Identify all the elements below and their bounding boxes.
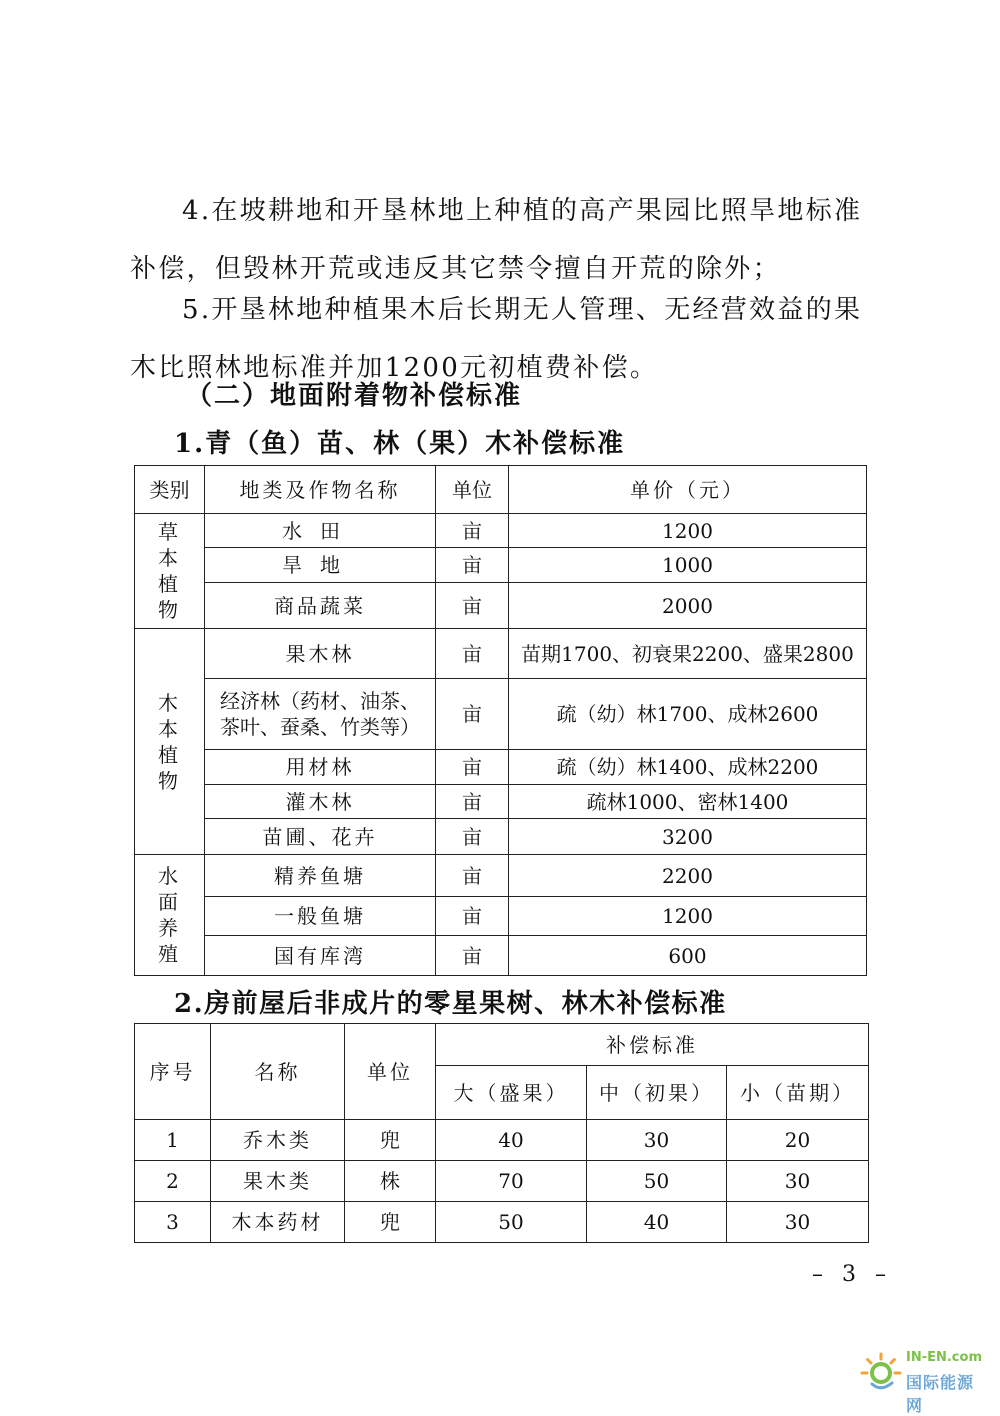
- unit-cell: 亩: [436, 785, 509, 819]
- paragraph-5: 5.开垦林地种植果木后长期无人管理、无经营效益的果木比照林地标准并加1200元初植费补偿。: [130, 295, 863, 383]
- watermark-en: IN-EN.com: [906, 1350, 982, 1365]
- table-row: [135, 819, 867, 855]
- crop-name-cell: 精养鱼塘: [205, 855, 436, 897]
- category-cell: 木本植物: [135, 629, 205, 855]
- crop-name-cell: 水田: [205, 514, 436, 548]
- unit-cell: 亩: [436, 855, 509, 897]
- unit-cell: 亩: [436, 629, 509, 679]
- price-cell: 疏林1000、密林1400: [509, 785, 867, 819]
- table-header-row: [135, 1024, 869, 1066]
- large-cell: 70: [436, 1161, 587, 1202]
- table-row: [135, 936, 867, 976]
- small-cell: 20: [727, 1120, 869, 1161]
- name-cell: 果木类: [211, 1161, 345, 1202]
- name-cell: 乔木类: [211, 1120, 345, 1161]
- crop-name-cell: 用材林: [205, 750, 436, 785]
- sun-logo-icon: [858, 1350, 904, 1396]
- header-category: 类别: [135, 466, 205, 514]
- page-number: – 3 –: [812, 1262, 892, 1287]
- table-row: [135, 514, 867, 548]
- price-cell: 疏（幼）林1700、成林2600: [509, 679, 867, 750]
- header-unit: 单位: [436, 466, 509, 514]
- unit-cell: 兜: [345, 1120, 436, 1161]
- unit-cell: 亩: [436, 548, 509, 583]
- header-seq: 序号: [135, 1024, 211, 1120]
- price-cell: 1200: [509, 897, 867, 936]
- unit-cell: 亩: [436, 936, 509, 976]
- category-cell: 草本植物: [135, 514, 205, 629]
- crop-name-cell: 果木林: [205, 629, 436, 679]
- crop-name-cell: 经济林（药材、油茶、茶叶、蚕桑、竹类等）: [205, 679, 436, 750]
- unit-cell: 亩: [436, 583, 509, 629]
- small-cell: 30: [727, 1202, 869, 1243]
- header-large: 大（盛果）: [436, 1066, 587, 1120]
- price-cell: 3200: [509, 819, 867, 855]
- table-row: [135, 1120, 869, 1161]
- header-medium: 中（初果）: [587, 1066, 727, 1120]
- small-cell: 30: [727, 1161, 869, 1202]
- crop-name-cell: 旱地: [205, 548, 436, 583]
- header-standard: 补偿标准: [436, 1024, 869, 1066]
- table1-title: 1.青（鱼）苗、林（果）木补偿标准: [174, 429, 626, 459]
- section-heading: （二）地面附着物补偿标准: [186, 381, 523, 411]
- category-cell: 水面养殖: [135, 855, 205, 976]
- table-row: [135, 1202, 869, 1243]
- table-row: [135, 679, 867, 750]
- unit-cell: 亩: [436, 750, 509, 785]
- large-cell: 40: [436, 1120, 587, 1161]
- header-name: 名称: [211, 1024, 345, 1120]
- table-row: [135, 583, 867, 629]
- medium-cell: 50: [587, 1161, 727, 1202]
- header-small: 小（苗期）: [727, 1066, 869, 1120]
- price-cell: 疏（幼）林1400、成林2200: [509, 750, 867, 785]
- watermark: [858, 1346, 988, 1415]
- table-row: [135, 548, 867, 583]
- price-cell: 2000: [509, 583, 867, 629]
- name-cell: 木本药材: [211, 1202, 345, 1243]
- header-price: 单价（元）: [509, 466, 867, 514]
- price-cell: 苗期1700、初衰果2200、盛果2800: [509, 629, 867, 679]
- watermark-cn: 国际能源网: [906, 1373, 975, 1415]
- table-row: [135, 629, 867, 679]
- crop-name-cell: 国有库湾: [205, 936, 436, 976]
- paragraph-4: 4.在坡耕地和开垦林地上种植的高产果园比照旱地标准补偿，但毁林开荒或违反其它禁令擅自开荒的除外；: [130, 196, 863, 284]
- header-unit: 单位: [345, 1024, 436, 1120]
- table-row: [135, 1161, 869, 1202]
- unit-cell: 亩: [436, 819, 509, 855]
- header-name: 地类及作物名称: [205, 466, 436, 514]
- table-header-row: [135, 466, 867, 514]
- unit-cell: 亩: [436, 897, 509, 936]
- crop-name-cell: 一般鱼塘: [205, 897, 436, 936]
- medium-cell: 40: [587, 1202, 727, 1243]
- scattered-trees-compensation-table: [134, 1023, 869, 1243]
- crop-name-cell: 灌木林: [205, 785, 436, 819]
- seq-cell: 2: [135, 1161, 211, 1202]
- price-cell: 1200: [509, 514, 867, 548]
- table-row: [135, 750, 867, 785]
- crop-name-cell: 商品蔬菜: [205, 583, 436, 629]
- seedling-compensation-table: [134, 465, 867, 976]
- table2-title: 2.房前屋后非成片的零星果树、林木补偿标准: [174, 989, 727, 1019]
- price-cell: 2200: [509, 855, 867, 897]
- price-cell: 600: [509, 936, 867, 976]
- unit-cell: 亩: [436, 514, 509, 548]
- unit-cell: 株: [345, 1161, 436, 1202]
- unit-cell: 兜: [345, 1202, 436, 1243]
- seq-cell: 1: [135, 1120, 211, 1161]
- crop-name-cell: 苗圃、花卉: [205, 819, 436, 855]
- large-cell: 50: [436, 1202, 587, 1243]
- table-row: [135, 785, 867, 819]
- medium-cell: 30: [587, 1120, 727, 1161]
- table-row: [135, 855, 867, 897]
- unit-cell: 亩: [436, 679, 509, 750]
- seq-cell: 3: [135, 1202, 211, 1243]
- table-row: [135, 897, 867, 936]
- price-cell: 1000: [509, 548, 867, 583]
